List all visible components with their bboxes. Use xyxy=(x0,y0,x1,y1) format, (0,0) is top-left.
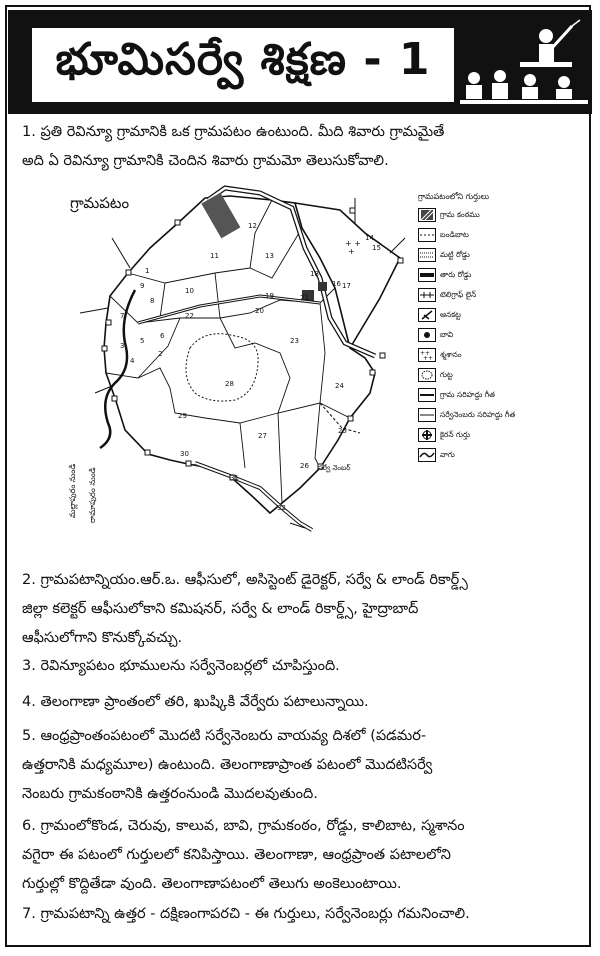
paragraph-line: 1. ప్రతి రెవిన్యూ గ్రామానికి ఒక గ్రామపటం ఉంటుంది. మీది శివారు గ్రామమైతే xyxy=(22,124,445,140)
page-title: భూమిసర్వే శిక్షణ - 1 xyxy=(55,34,431,85)
legend-label: కైరన్ గుర్తు xyxy=(440,429,471,439)
paragraph-line: 3. రెవిన్యూపటం భూములను సర్వేనెంబర్లలో చూపిస్తుంది. xyxy=(22,658,340,674)
legend-label: సర్వేనెంబరు సరిహద్దు గీత xyxy=(440,409,516,419)
road-label-ramapuram: రామాపురం నుండి xyxy=(88,467,97,523)
legend-label: గ్రామ కంఠము xyxy=(440,209,480,219)
survey-line xyxy=(106,368,350,423)
well-icon xyxy=(418,328,436,342)
plot-number: 9 xyxy=(140,282,145,290)
paragraph-line: జిల్లా కలెక్టర్ ఆఫీసులోకాని కమిషనర్, సర్వే & లాండ్ రికార్డ్స్, హైద్రాబాద్ xyxy=(22,601,419,617)
legend-item xyxy=(418,306,461,324)
survey-line xyxy=(138,318,180,378)
legend-item xyxy=(418,386,495,404)
legend-label: టెలిగ్రాఫ్ లైన్ xyxy=(440,289,477,299)
plot-number: 17 xyxy=(342,282,351,290)
title-box xyxy=(29,25,457,105)
header-banner xyxy=(8,10,592,114)
legend-item xyxy=(418,366,453,384)
plot-number: 11 xyxy=(210,252,219,260)
village-boundary-icon xyxy=(418,388,436,402)
legend-label: ఆనకట్ట xyxy=(440,309,461,319)
plot-number: 24 xyxy=(335,382,344,390)
plot-number: 2 xyxy=(158,350,163,358)
survey-line xyxy=(160,283,165,318)
legend-label: గ్రామ సరిహద్దు గీత xyxy=(440,389,495,399)
map-title: గ్రామపటం xyxy=(70,194,130,212)
plot-number: 32 xyxy=(277,504,286,512)
legend-label: వాగు xyxy=(440,449,455,459)
legend-item xyxy=(418,406,515,424)
paragraph-line: 5. ఆంధ్రప్రాంతంపటంలో మొదటి సర్వేనెంబరు వాయవ్య దిశలో (పడమర- xyxy=(22,728,427,744)
paragraph-1 xyxy=(22,118,582,176)
legend-item xyxy=(418,446,455,464)
paragraph-line: గుర్తుల్లో కొద్దితేడా వుంది. తెలంగాణాపటంలో తెలుగు అంకెలుంటాయి. xyxy=(22,876,402,892)
plot-number: 22 xyxy=(185,312,194,320)
legend-item xyxy=(418,226,469,244)
paragraph-line: అది ఏ రెవిన్యూ గ్రామానికి చెందిన శివారు గ్రామమో తెలుసుకోవాలి. xyxy=(22,153,389,169)
paragraph-line: ఆఫీసులోగాని కొనుక్కోవచ్చు. xyxy=(22,630,183,646)
plot-number: 19 xyxy=(265,292,274,300)
legend-label: శ్మశానం xyxy=(440,349,462,359)
plot-number: 7 xyxy=(120,312,125,320)
plot-number: 6 xyxy=(160,332,165,340)
paragraph-7 xyxy=(22,900,582,929)
plot-number: 27 xyxy=(258,432,267,440)
paragraph-6 xyxy=(22,812,582,899)
legend-label: బండిబాట xyxy=(440,229,469,239)
survey-line xyxy=(220,318,290,413)
dashed-line-icon xyxy=(418,228,436,242)
plot-number: 4 xyxy=(130,357,135,365)
legend-item xyxy=(418,426,470,444)
classroom-illustration-icon xyxy=(460,18,588,114)
paragraph-line: 7. గ్రామపటాన్ని ఉత్తర - దక్షిణంగాపరచి - ఈ గుర్తులు, సర్వేనెంబర్లు గమనించాలి. xyxy=(22,906,470,922)
paragraph-4 xyxy=(22,688,582,717)
plot-number: 8 xyxy=(150,297,155,305)
svg-text:+: + xyxy=(348,247,355,256)
plot-number: 30 xyxy=(180,450,189,458)
road-label-mallapuram: మల్లాపురం నుండి xyxy=(68,463,77,518)
tar-road-icon xyxy=(418,268,436,282)
cemetery-icon xyxy=(418,348,436,362)
plot-number: 18 xyxy=(310,270,319,278)
survey-boundary-icon xyxy=(418,408,436,422)
plot-number: 25 xyxy=(338,427,347,435)
cemetery-marks-icon xyxy=(345,239,361,256)
plot-number: 3 xyxy=(120,342,125,350)
hillock-icon xyxy=(418,368,436,382)
village-site xyxy=(201,193,240,239)
svg-text:++: ++ xyxy=(423,355,434,361)
svg-text:+ +: + + xyxy=(345,239,361,248)
paragraph-line: నెంబరు గ్రామకంఠానికి ఉత్తరంనుండి మొదలవుతుంది. xyxy=(22,786,318,802)
plot-number: 21 xyxy=(300,294,309,302)
paragraph-2 xyxy=(22,566,582,653)
paragraph-line: ఉత్తరానికి మధ్యమూల) ఉంటుంది. తెలంగాణాప్రాంత పటంలో మొదటిసర్వే xyxy=(22,757,433,773)
paragraph-5 xyxy=(22,722,582,809)
legend-item xyxy=(418,206,480,224)
legend-item xyxy=(418,246,470,264)
dotted-road-icon xyxy=(418,248,436,262)
hillock xyxy=(186,334,258,401)
plot-number: 5 xyxy=(140,337,145,345)
plot-number: 26 xyxy=(300,462,309,470)
legend-label: తారు రోడ్డు xyxy=(440,269,472,279)
paragraph-line: వగైరా ఈ పటంలో గుర్తులలో కనిపిస్తాయి. తెలంగాణా, ఆంధ్రప్రాంత పటాలలోని xyxy=(22,847,451,863)
survey-line xyxy=(315,403,320,468)
svg-text:++: ++ xyxy=(420,350,431,357)
paragraph-line: 6. గ్రామంలోకొండ, చెరువు, కాలువ, బావి, గ్రామకంఠం, రోడ్డు, కాలిబాట, స్మశానం xyxy=(22,818,465,834)
plot-number: 13 xyxy=(265,252,274,260)
paragraph-3 xyxy=(22,652,582,681)
survey-line xyxy=(240,423,245,468)
paragraph-line: 2. గ్రామపటాన్నియం.ఆర్.ఒ. ఆఫీసులో, అసిస్టెంట్ డైరెక్టర్, సర్వే & లాండ్ రికార్డ్స్ xyxy=(22,572,468,588)
plot-number: 14 xyxy=(365,234,374,242)
plot-number: 23 xyxy=(290,337,299,345)
legend-label: మట్టి రోడ్డు xyxy=(440,249,470,259)
legend-item xyxy=(418,346,462,364)
legend-label: గుట్ట xyxy=(440,369,453,379)
plot-number: 12 xyxy=(248,222,257,230)
plot-number: 20 xyxy=(255,307,264,315)
plot-number: 15 xyxy=(372,244,381,252)
stream-icon xyxy=(418,448,436,462)
legend-item xyxy=(418,286,476,304)
plot-number: 10 xyxy=(185,287,194,295)
survey-line xyxy=(320,303,325,403)
plot-number: 16 xyxy=(332,280,341,288)
map-drawing xyxy=(20,178,415,558)
plot-number: 29 xyxy=(178,412,187,420)
paragraph-line: 4. తెలంగాణా ప్రాంతంలో తరి, ఖుష్కికి వేర్వేరు పటాలున్నాయి. xyxy=(22,694,369,710)
survey-line xyxy=(215,273,220,318)
survey-number-label: సర్వే నెంబర్ xyxy=(318,464,351,472)
telegraph-line-icon xyxy=(418,288,436,302)
hatched-square-icon xyxy=(418,208,436,222)
survey-line xyxy=(278,413,282,503)
legend-title: గ్రామపటంలోని గుర్తులు xyxy=(418,192,490,201)
plot-number: 31 xyxy=(230,474,239,482)
cairn-icon xyxy=(418,428,436,442)
legend-item xyxy=(418,326,453,344)
dam-icon xyxy=(418,308,436,322)
legend-label: బావి xyxy=(440,329,454,339)
plot-number: 1 xyxy=(145,267,150,275)
legend-item xyxy=(418,266,471,284)
village-map xyxy=(20,178,585,558)
plot-number: 28 xyxy=(225,380,234,388)
